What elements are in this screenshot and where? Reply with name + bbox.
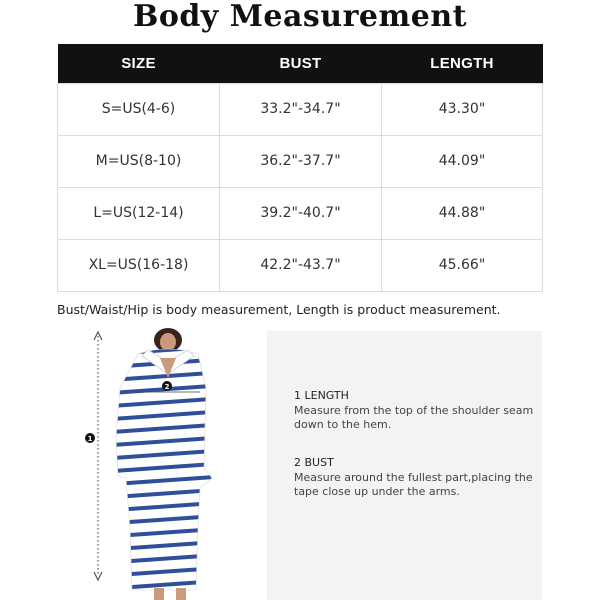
- bust-instruction: [294, 456, 534, 499]
- table-header-row: [58, 44, 543, 83]
- bust-instruction-text: Measure around the fullest part,placing the tape close up under the arms.: [294, 471, 533, 498]
- size-cell: XL=US(16-18): [58, 239, 220, 291]
- bust-cell: 36.2"-37.7": [220, 135, 382, 187]
- length-cell: 43.30": [382, 83, 543, 135]
- length-instruction-text: Measure from the top of the shoulder seam down to the hem.: [294, 404, 534, 431]
- page-title: Body Measurement: [132, 0, 468, 34]
- size-cell: M=US(8-10): [58, 135, 220, 187]
- bust-cell: 33.2"-34.7": [220, 83, 382, 135]
- leg-right: [176, 588, 186, 600]
- size-chart-table: [57, 44, 543, 292]
- bust-cell: 42.2"-43.7": [220, 239, 382, 291]
- size-cell: L=US(12-14): [58, 187, 220, 239]
- bust-marker-label: 2: [164, 383, 170, 391]
- bust-instruction-heading: 2 BUST: [294, 456, 334, 469]
- length-marker-label: 1: [87, 435, 93, 443]
- bust-cell: 39.2"-40.7": [220, 187, 382, 239]
- measurement-instructions-panel: [267, 331, 542, 600]
- length-cell: 44.88": [382, 187, 543, 239]
- length-cell: 44.09": [382, 135, 543, 187]
- table-row: [58, 135, 543, 187]
- face-shape: [160, 333, 176, 351]
- table-row: [58, 83, 543, 135]
- table-row: [58, 239, 543, 291]
- size-cell: S=US(4-6): [58, 83, 220, 135]
- length-cell: 45.66": [382, 239, 543, 291]
- length-instruction: [294, 389, 534, 432]
- column-header-size: SIZE: [58, 44, 220, 83]
- leg-left: [154, 588, 164, 600]
- table-row: [58, 187, 543, 239]
- length-instruction-heading: 1 LENGTH: [294, 389, 349, 402]
- measurement-note: Bust/Waist/Hip is body measurement, Length is product measurement.: [57, 302, 501, 317]
- column-header-length: LENGTH: [382, 44, 543, 83]
- column-header-bust: BUST: [220, 44, 382, 83]
- model-photo: [80, 328, 230, 600]
